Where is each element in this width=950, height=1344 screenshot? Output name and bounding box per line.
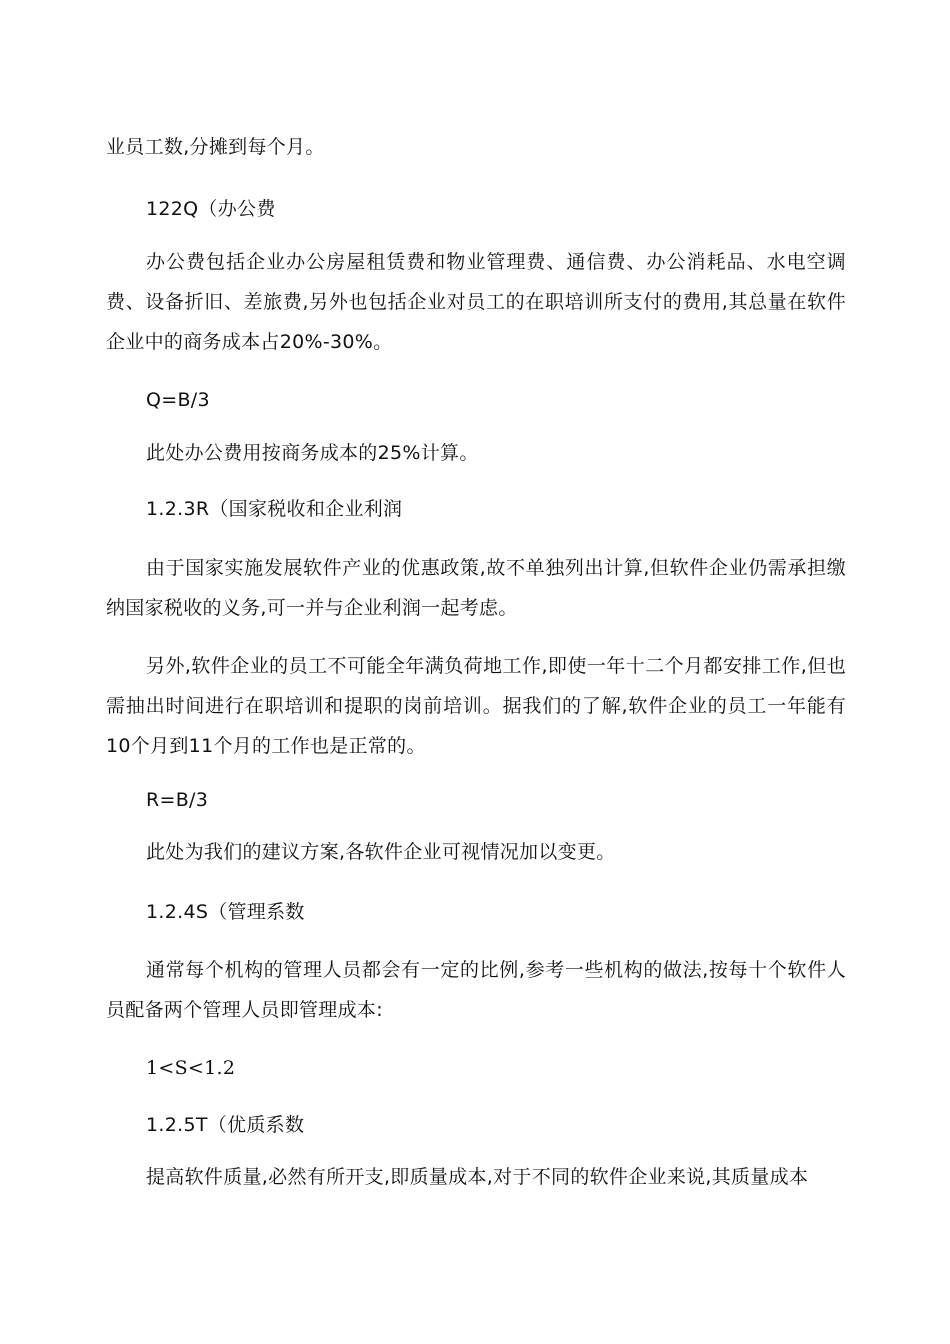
- paragraph-other: 另外,软件企业的员工不可能全年满负荷地工作,即使一年十二个月都安排工作,但也需抽出时间进行在职培训和提职的岗前培训。据我们的了解,软件企业的员工一年能有10个月到11个月的工作也是正常的。: [106, 655, 846, 757]
- text-line: 此处为我们的建议方案,各软件企业可视情况加以变更。: [146, 841, 616, 863]
- section-heading: 1.2.3R（国家税收和企业利润: [146, 498, 403, 520]
- text-line: 此处办公费用按商务成本的25%计算。: [146, 442, 479, 464]
- paragraph-management: 通常每个机构的管理人员都会有一定的比例,参考一些机构的做法,按每十个软件人员配备两个管理人员即管理成本:: [106, 959, 846, 1021]
- paragraph-tax: 由于国家实施发展软件产业的优惠政策,故不单独列出计算,但软件企业仍需承担缴纳国家税收的义务,可一并与企业利润一起考虑。: [106, 557, 846, 619]
- text-line: 业员工数,分摊到每个月。: [106, 136, 325, 158]
- formula-q: Q=B/3: [146, 389, 210, 411]
- section-heading: 1.2.4S（管理系数: [146, 901, 305, 923]
- text-line: 提高软件质量,必然有所开支,即质量成本,对于不同的软件企业来说,其质量成本: [146, 1166, 809, 1188]
- section-heading: 122Q（办公费: [146, 198, 276, 220]
- formula-s: 1<S<1.2: [146, 1057, 236, 1079]
- formula-r: R=B/3: [146, 789, 209, 811]
- paragraph-office-fee: 办公费包括企业办公房屋租赁费和物业管理费、通信费、办公消耗品、水电空调费、设备折旧、差旅费,另外也包括企业对员工的在职培训所支付的费用,其总量在软件企业中的商务成本占20%-30%。: [106, 251, 846, 353]
- section-heading: 1.2.5T（优质系数: [146, 1114, 305, 1136]
